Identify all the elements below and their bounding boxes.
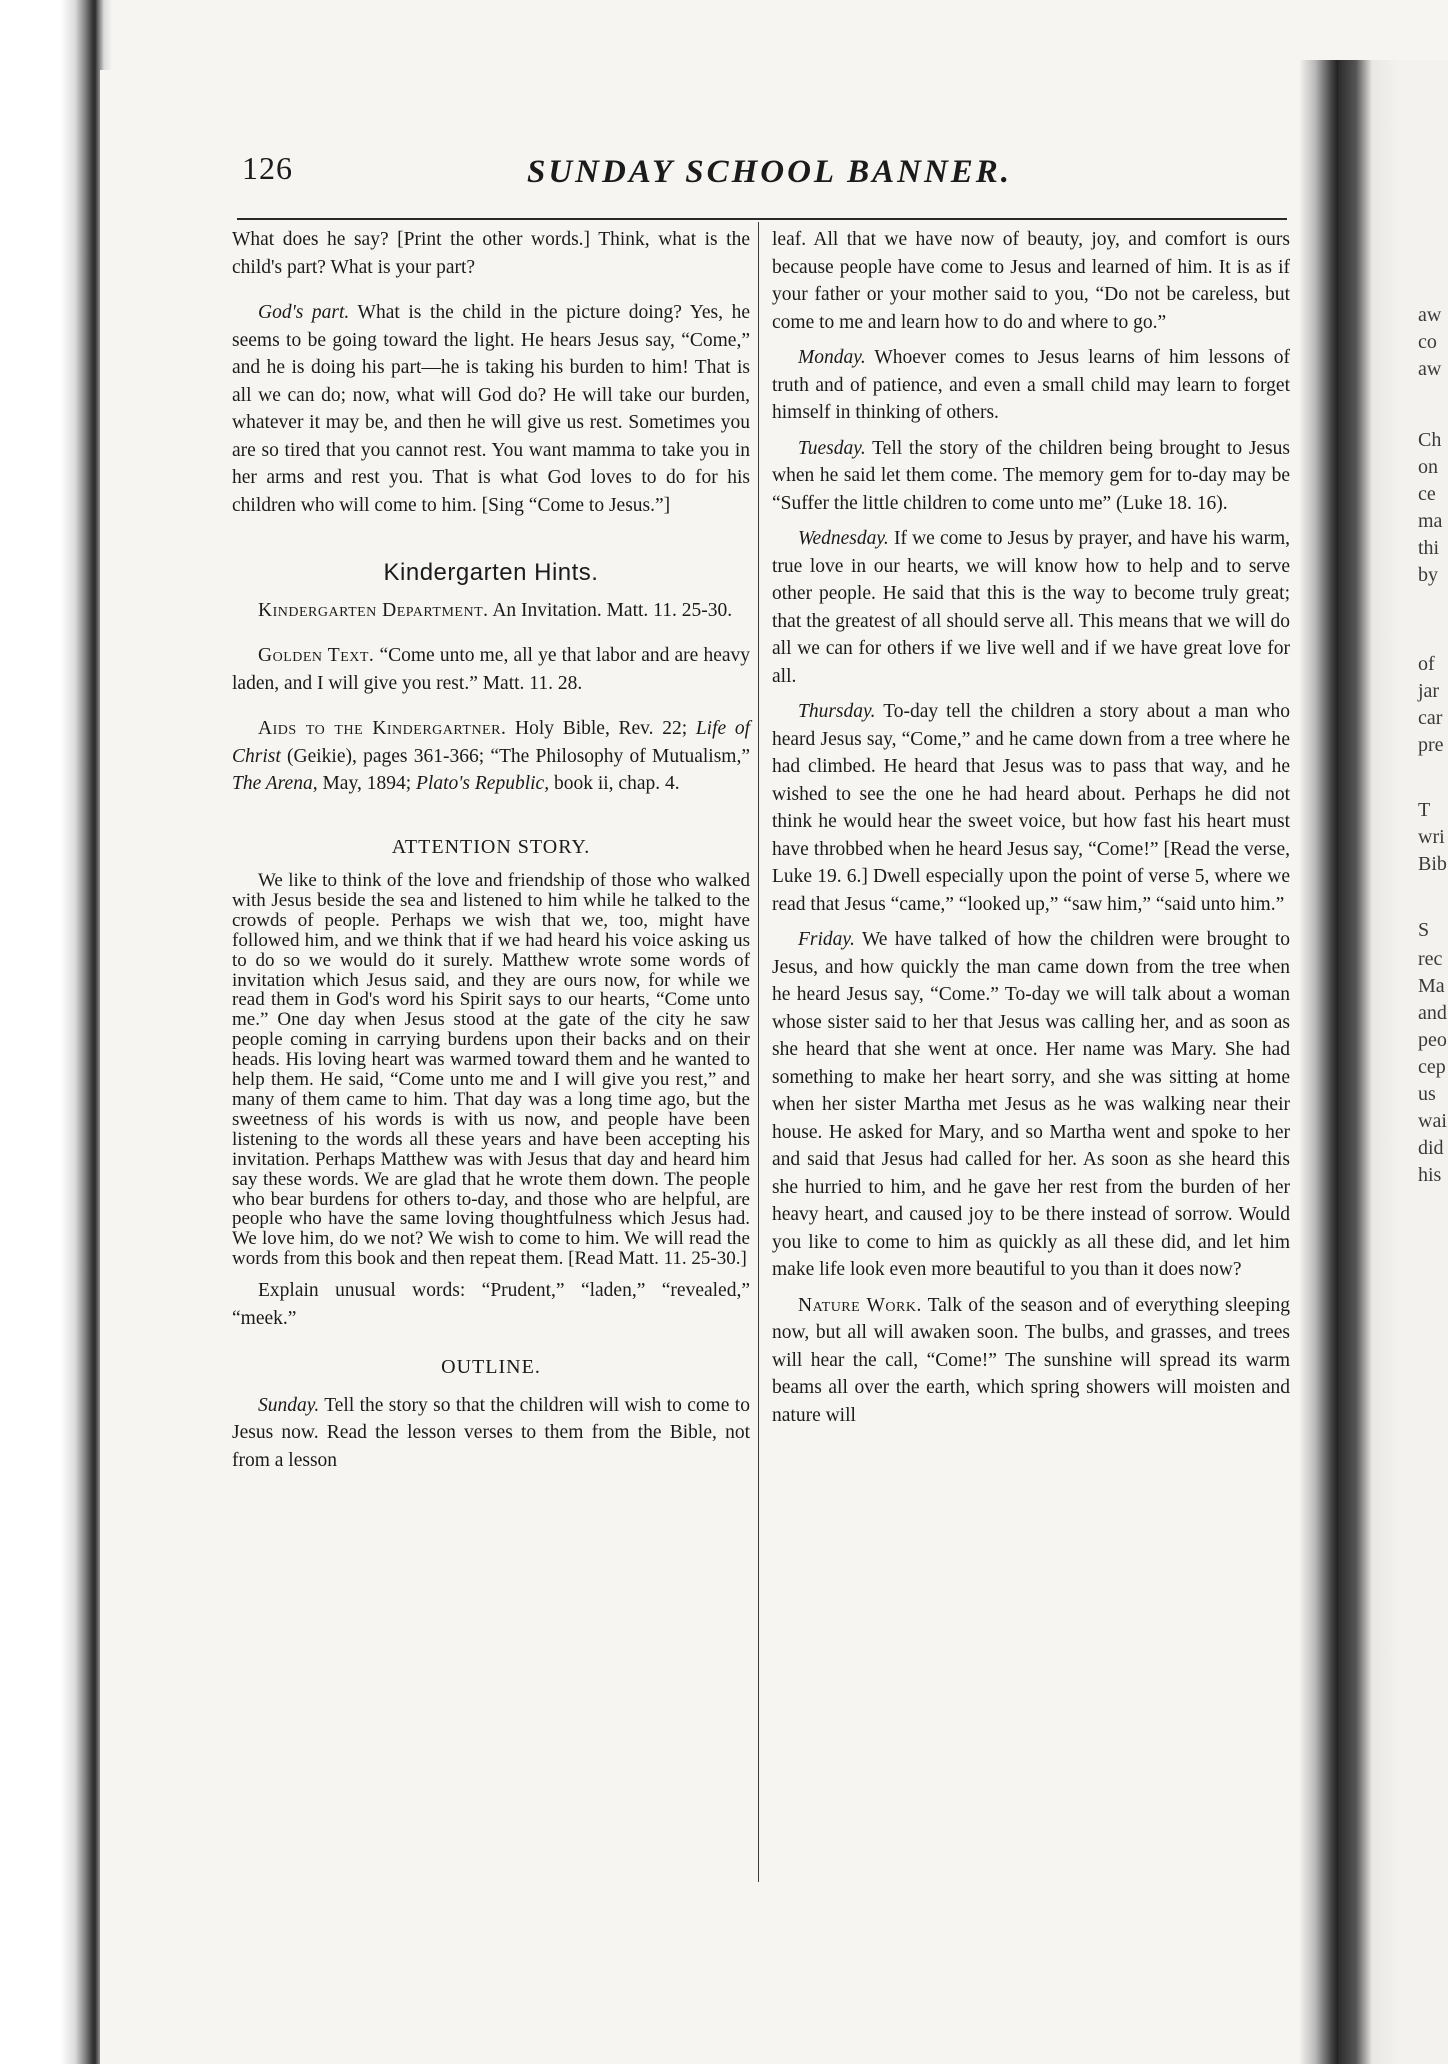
page-number: 126	[242, 150, 293, 186]
wednesday-label: Wednesday.	[798, 528, 889, 549]
next-page-fragment: and	[1418, 1002, 1447, 1024]
paragraph-golden-text	[232, 642, 750, 697]
sunday-text: Tell the story so that the children will wish to come to Jesus now. Read the lesson verses to them from the Bible, not from a lesson	[232, 1394, 750, 1471]
next-page-fragment: Ch	[1418, 429, 1442, 451]
paragraph-tuesday	[772, 435, 1290, 518]
golden-text-body: “Come unto me, all ye that labor and are heavy laden, and I will give you rest.” Matt. 11. 28.	[232, 645, 751, 694]
paragraph-monday	[772, 344, 1290, 427]
next-page-fragment: co	[1418, 331, 1437, 353]
heading-attention-story: ATTENTION STORY.	[391, 835, 591, 858]
next-page-fragment: wri	[1418, 826, 1445, 848]
aids-text: May, 1894;	[322, 773, 412, 794]
next-page-fragment: his	[1418, 1164, 1442, 1186]
next-page-fragment: wai	[1418, 1110, 1447, 1132]
paragraph-sunday	[232, 1392, 750, 1475]
paragraph-attention-story: We like to think of the love and friendship of those who walked with Jesus beside the sea and listened to him while he talked to the crowds of people. Perhaps we wish that we, too, might have followed him, and we think that if we had heard his voice asking us to do so we would do it surely. Matthew wrote some words of invitation which Jesus said, and they are ours now, for while we read them in God's word his Spirit says to our hearts, “Come unto me.” One day when Jesus stood at the gate of the city he saw people coming in carrying burdens upon their backs and on their heads. His loving heart was warmed toward them and he wanted to help them. He said, “Come unto me and I will give you rest,” and many of them came to him. That day was a long time ago, but the sweetness of his words is with us now, and people have been listening to the words all these years and have been accepting his invitation. Perhaps Matthew was with Jesus that day and heard him say these words. We are glad that he wrote them down. The people who bear burdens for others to-day, and those who are helpful, are people who have the same loving thoughtfulness which Jesus had. We love him, do we not? We wish to come to him. We will read the words from this book and then repeat them. [Read Matt. 11. 25-30.]	[232, 870, 750, 1270]
aids-text: book ii, chap. 4.	[553, 773, 680, 794]
next-page-fragment: pre	[1418, 734, 1444, 756]
next-page-fragment: rec	[1418, 948, 1443, 970]
monday-text: Whoever comes to Jesus learns of him lessons of truth and of patience, and even a small child may learn to forget himself in thinking of others.	[772, 347, 1290, 423]
paragraph-nature-work	[772, 1292, 1290, 1430]
running-title: SUNDAY SCHOOL BANNER.	[527, 154, 1013, 190]
header-rule	[237, 218, 1287, 220]
next-page-fragment: ma	[1418, 510, 1443, 532]
aids-title-the-arena: The Arena,	[232, 773, 318, 794]
next-page-fragment: on	[1418, 456, 1438, 478]
thursday-text: To-day tell the children a story about a man who heard Jesus say, “Come,” and he came down from a tree where he had climbed. He heard that Jesus was to pass that way, and he wished to see the one he had heard about. Perhaps he did not think he would hear the sweet voice, but how fast his heart must have throbbed when he heard Jesus say, “Come!” [Read the verse, Luke 19. 6.] Dwell especially upon the point of verse 5, where we read that Jesus “came,” “looked up,” “saw him,” “said unto him.”	[772, 701, 1290, 915]
paragraph-wednesday	[772, 525, 1290, 690]
department-label: Kindergarten Department.	[258, 599, 489, 621]
adjacent-page-edge	[1338, 60, 1448, 2064]
next-page-fragment: peo	[1418, 1029, 1447, 1051]
next-page-fragment: us	[1418, 1083, 1436, 1105]
golden-text-label: Golden Text.	[258, 645, 375, 666]
next-page-fragment: T	[1418, 799, 1431, 821]
aids-text: (Geikie), pages 361-366; “The Philosophy of Mutualism,”	[287, 745, 751, 767]
next-page-fragment: car	[1418, 707, 1443, 729]
thursday-label: Thursday.	[798, 701, 876, 722]
monday-label: Monday.	[798, 347, 866, 368]
tuesday-label: Tuesday.	[798, 437, 866, 459]
tuesday-text: Tell the story of the children being brought to Jesus when he said let them come. The memory gem for to-day may be “Suffer the little children to come unto me” (Luke 18. 16).	[772, 437, 1290, 514]
next-page-fragment: thi	[1418, 537, 1440, 559]
next-page-fragment: Bib	[1418, 853, 1447, 875]
next-page-fragment: aw	[1418, 304, 1442, 326]
paragraph-department	[232, 597, 750, 625]
next-page-fragment: of	[1418, 653, 1435, 675]
page-gutter-shadow	[1300, 60, 1338, 2064]
nature-work-text: Talk of the season and of everything sleeping now, but all will awaken soon. The bulbs, and grasses, and trees will hear the call, “Come!” The sunshine will spread its warm beams all over the earth, which spring showers will moisten and nature will	[772, 1294, 1290, 1426]
aids-text: Holy Bible, Rev. 22;	[515, 718, 688, 739]
gods-part-label: God's part.	[258, 302, 350, 323]
wednesday-text: If we come to Jesus by prayer, and have his warm, true love in our hearts, we will know how to help and to serve other people. He said that this is the way to become truly great; that the greatest of all should serve all. This means that we will do all we can for others if we live well and if we have great love for all.	[772, 528, 1290, 687]
heading-outline: OUTLINE.	[441, 1356, 541, 1379]
next-page-fragment: Ma	[1418, 975, 1445, 997]
next-page-fragment: cep	[1418, 1056, 1446, 1078]
friday-text: We have talked of how the children were brought to Jesus, and how quickly the man came down from the tree when he heard Jesus say, “Come.” To-day we will talk about a woman whose sister said to her that Jesus was calling her, and as soon as she heard that she went at once. Her name was Mary. She had something to make her heart sorry, and she was sitting at home when her sister Martha met Jesus as he was walking near their house. He asked for Mary, and so Martha went and spoke to her and said that Jesus had called for her. As soon as she heard this she hurried to him, and he gave her rest from the burden of her heavy heart, and caused joy to be there instead of sorrow. Would you like to come to him as quickly as all these did, and let him make life look even more beautiful to you than it does now?	[772, 929, 1290, 1280]
next-page-fragment: jar	[1418, 680, 1440, 702]
paragraph-aids	[232, 715, 750, 798]
column-divider	[758, 222, 759, 1882]
department-text: An Invitation. Matt. 11. 25-30.	[492, 599, 733, 621]
heading-kindergarten-hints: Kindergarten Hints.	[383, 559, 599, 586]
paragraph-leaf: leaf. All that we have now of beauty, joy, and comfort is ours because people have come to Jesus and learned of him. It is as if your father or your mother said to you, “Do not be careless, but come to me and learn how to do and where to go.”	[772, 229, 1290, 333]
next-page-fragment: ce	[1418, 483, 1436, 505]
aids-label: Aids to the Kindergartner.	[258, 718, 507, 739]
aids-title-life-of-christ: Life of Christ	[232, 718, 751, 767]
aids-title-platos-republic: Plato's Republic,	[416, 773, 550, 794]
next-page-fragment: S	[1418, 919, 1430, 941]
gods-part-text: What is the child in the picture doing? Yes, he seems to be going toward the light. He hears Jesus say, “Come,” and he is doing his part—he is taking his burden to him! That is all we can do; now, what will God do? He will take our burden, whatever it may be, and then he will give us rest. Sometimes you are so tired that you cannot rest. You want mamma to take you in her arms and rest you. That is what God loves to do for his children who will come to him. [Sing “Come to Jesus.”]	[232, 302, 750, 516]
left-column	[232, 226, 750, 1474]
right-column	[772, 226, 1290, 1429]
next-page-fragment: by	[1418, 564, 1438, 586]
paragraph-gods-part	[232, 299, 750, 519]
page-header	[237, 142, 1277, 202]
next-page-fragment: aw	[1418, 358, 1442, 380]
next-page-fragment: did	[1418, 1137, 1444, 1159]
paragraph-explain-words: Explain unusual words: “Prudent,” “laden,” “revealed,” “meek.”	[232, 1280, 750, 1329]
paragraph-friday	[772, 926, 1290, 1284]
paragraph-thursday	[772, 698, 1290, 918]
sunday-label: Sunday.	[258, 1394, 320, 1416]
nature-work-label: Nature Work.	[798, 1294, 922, 1316]
paragraph-what-does-he-say: What does he say? [Print the other words.] Think, what is the child's part? What is your part?	[232, 229, 750, 278]
friday-label: Friday.	[798, 929, 855, 950]
